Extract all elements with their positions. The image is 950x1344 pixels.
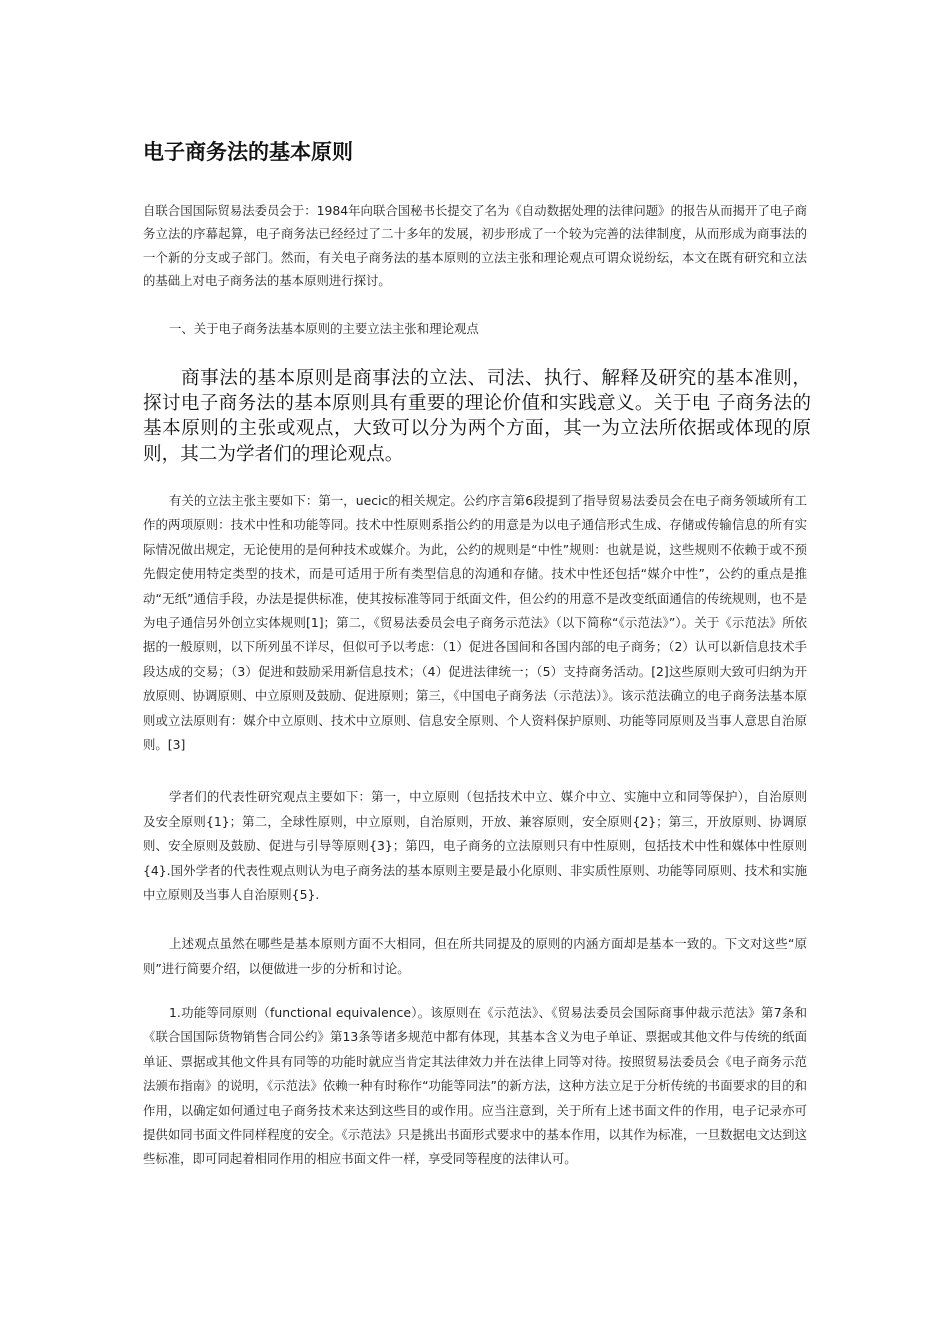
summary-paragraph: 上述观点虽然在哪些是基本原则方面不大相同，但在所共同提及的原则的内涵方面却是基本一致的。下文对这些“原则”进行简要介绍，以便做进一步的分析和讨论。 bbox=[143, 936, 807, 976]
document-title: 电子商务法的基本原则 bbox=[143, 140, 353, 164]
emphasis-paragraph: 商事法的基本原则是商事法的立法、司法、执行、解释及研究的基本准则，探讨电子商务法的基本原则具有重要的理论价值和实践意义。关于电 子商务法的基本原则的主张或观点，大致可以分为两个方面，其一为立法所依据或体现的原则，其二为学者们的理论观点。 bbox=[143, 368, 811, 465]
functional-equivalence-paragraph: 1.功能等同原则（functional equivalence）。该原则在《示范法》、《贸易法委员会国际商事仲裁示范法》第7条和《联合国国际货物销售合同公约》第13条等诸多规范中都有体现，其基本含义为电子单证、票据或其他文件与传统的纸面单证、票据或其他文件具有同等的功能时就应当肯定其法律效力并在法律上同等对待。按照贸易法委员会《电子商务示范法颁布指南》的说明，《示范法》依赖一种有时称作“功能等同法”的新方法，这种方法立足于分析传统的书面要求的目的和作用，以确定如何通过电子商务技术来达到这些目的或作用。应当注意到，关于所有上述书面文件的作用，电子记录亦可提供如同书面文件同样程度的安全。《示范法》只是挑出书面形式要求中的基本作用，以其作为标准，一旦数据电文达到这些标准，即可同起着相同作用的相应书面文件一样，享受同等程度的法律认可。 bbox=[143, 1005, 807, 1167]
legislative-paragraph: 有关的立法主张主要如下：第一，uecic的相关规定。公约序言第6段提到了指导贸易法委员会在电子商务领域所有工作的两项原则：技术中性和功能等同。技术中性原则系指公约的用意是为以电子通信形式生成、存储或传输信息的所有实际情况做出规定，无论使用的是何种技术或媒介。为此，公约的规则是“中性”规则：也就是说，这些规则不依赖于或不预先假定使用特定类型的技术，而是可适用于所有类型信息的沟通和存储。技术中性还包括“媒介中性”，公约的重点是推动“无纸”通信手段，办法是提供标准，使其按标准等同于纸面文件，但公约的用意不是改变纸面通信的传统规则，也不是为电子通信另外创立实体规则[1]；第二，《贸易法委员会电子商务示范法》（以下简称“《示范法》”）。关于《示范法》所依据的一般原则，以下所列虽不详尽，但似可予以考虑：（1）促进各国间和各国内部的电子商务；（2）认可以新信息技术手段达成的交易；（3）促进和鼓励采用新信息技术；（4）促进法律统一；（5）支持商务活动。[2]这些原则大致可归纳为开放原则、协调原则、中立原则及鼓励、促进原则；第三，《中国电子商务法（示范法）》。该示范法确立的电子商务法基本原则或立法原则有：媒介中立原则、技术中立原则、信息安全原则、个人资料保护原则、功能等同原则及当事人意思自治原则。[3] bbox=[143, 493, 807, 753]
section-heading: 一、关于电子商务法基本原则的主要立法主张和理论观点 bbox=[169, 321, 479, 336]
intro-paragraph: 自联合国国际贸易法委员会于：1984年向联合国秘书长提交了名为《自动数据处理的法律问题》的报告从而揭开了电子商务立法的序幕起算，电子商务法已经经过了二十多年的发展，初步形成了一个较为完善的法律制度，从而形成为商事法的一个新的分支或子部门。然而，有关电子商务法的基本原则的立法主张和理论观点可谓众说纷纭，本文在既有研究和立法的基础上对电子商务法的基本原则进行探讨。 bbox=[143, 203, 807, 289]
scholars-paragraph: 学者们的代表性研究观点主要如下：第一，中立原则（包括技术中立、媒介中立、实施中立和同等保护），自治原则及安全原则{1}；第二，全球性原则，中立原则，自治原则，开放、兼容原则，安全原则{2}；第三，开放原则、协调原则、安全原则及鼓励、促进与引导等原则{3}；第四，电子商务的立法原则只有中性原则，包括技术中性和媒体中性原则{4}.国外学者的代表性观点则认为电子商务法的基本原则主要是最小化原则、非实质性原则、功能等同原则、技术和实施中立原则及当事人自治原则{5}. bbox=[143, 789, 807, 903]
